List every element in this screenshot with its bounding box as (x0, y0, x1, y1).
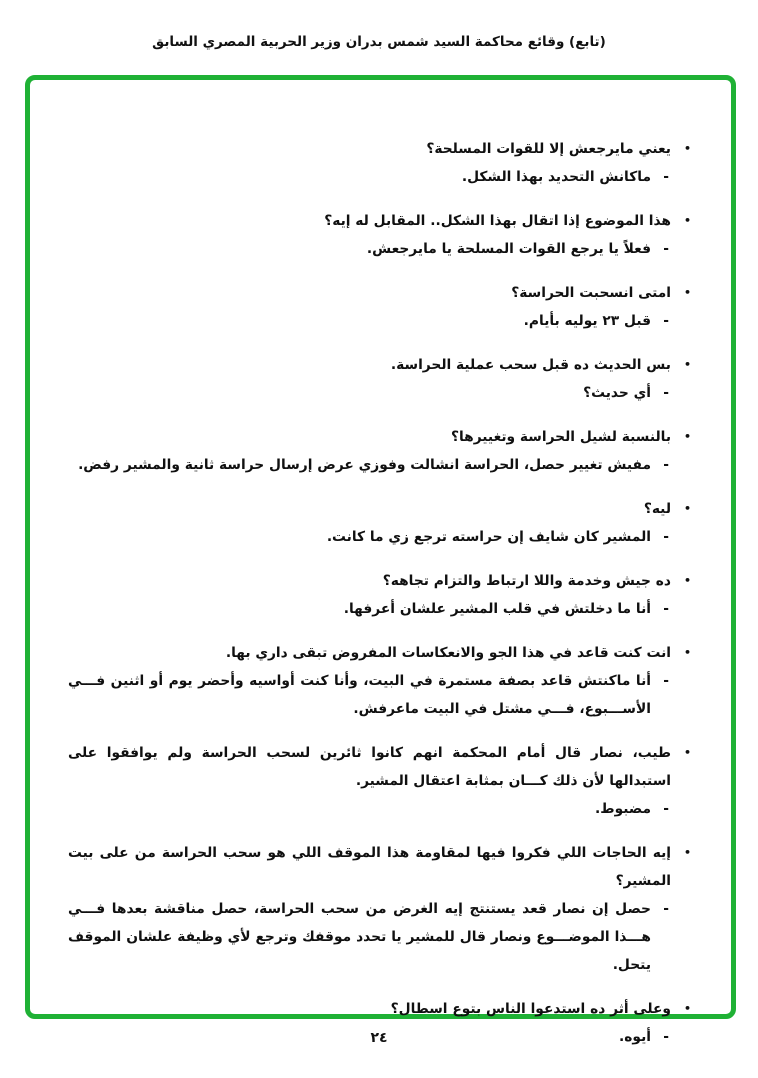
bullet-icon: • (683, 846, 691, 859)
question-row (68, 567, 691, 595)
question-text: يعني مايرجعش إلا للقوات المسلحة؟ (426, 141, 671, 157)
answer-row (68, 667, 691, 723)
answer-row (68, 307, 691, 335)
question-text: انت كنت قاعد في هذا الجو والانعكاسات المفروض تبقى داري بها. (225, 645, 671, 661)
answer-text: أي حديث؟ (583, 385, 651, 401)
question-text: بالنسبة لشيل الحراسة وتغييرها؟ (450, 429, 671, 445)
page-number: ٢٤ (370, 1030, 388, 1046)
answer-text: مضبوط. (595, 801, 651, 817)
answer-text: أنا ما دخلتش في قلب المشير علشان أعرفها. (343, 601, 651, 617)
question-row (68, 135, 691, 163)
question-text: هذا الموضوع إذا اتقال بهذا الشكل.. المقابل له إيه؟ (324, 213, 671, 229)
bullet-icon: • (683, 646, 691, 659)
answer-text: أنا ماكنتش قاعد بصفة مستمرة في البيت، وأنا كنت أواسيه وأحضر يوم أو اثنين فـــي الأســـبوع، فـــي مشتل في البيت ماعرفش. (68, 673, 651, 717)
dash-icon: - (663, 601, 669, 617)
answer-row (68, 523, 691, 551)
answer-text: مفيش تغيير حصل، الحراسة انشالت وفوزي عرض إرسال حراسة ثانية والمشير رفض. (78, 457, 651, 473)
answer-text: المشير كان شايف إن حراسته ترجع زي ما كانت. (326, 529, 651, 545)
question-row (68, 495, 691, 523)
qa-pair (68, 135, 691, 191)
question-row (68, 839, 691, 895)
question-row (68, 207, 691, 235)
qa-pair (68, 351, 691, 407)
dash-icon: - (663, 241, 669, 257)
question-row (68, 279, 691, 307)
qa-pair (68, 839, 691, 979)
dash-icon: - (663, 313, 669, 329)
qa-pair (68, 207, 691, 263)
qa-pair (68, 739, 691, 823)
qa-pair (68, 567, 691, 623)
answer-row (68, 379, 691, 407)
question-row (68, 351, 691, 379)
bullet-icon: • (683, 502, 691, 515)
question-row (68, 995, 691, 1023)
bullet-icon: • (683, 574, 691, 587)
answer-text: حصل إن نصار قعد يستنتج إيه الغرض من سحب الحراسة، حصل مناقشة بعدها فـــي هـــذا الموضـــوع ونصار قال للمشير يا تحدد موقفك وترجع لأي وظيفة علشان الموقف يتحل. (68, 901, 651, 973)
bullet-icon: • (683, 286, 691, 299)
dash-icon: - (663, 801, 669, 817)
answer-text: أيوه. (619, 1029, 651, 1045)
question-text: امتى انسحبت الحراسة؟ (511, 285, 671, 301)
bullet-icon: • (683, 430, 691, 443)
question-text: إيه الحاجات اللي فكروا فيها لمقاومة هذا الموقف اللي هو سحب الحراسة من على بيت المشير؟ (68, 845, 671, 889)
question-row (68, 739, 691, 795)
page-title: (تابع) وقائع محاكمة السيد شمس بدران وزير الحربية المصري السابق (152, 34, 606, 50)
dash-icon: - (663, 385, 669, 401)
qa-pair (68, 279, 691, 335)
question-row (68, 639, 691, 667)
answer-text: فعلاً يا يرجع القوات المسلحة يا مايرجعش. (366, 241, 651, 257)
qa-pair (68, 423, 691, 479)
answer-row (68, 163, 691, 191)
question-text: طيب، نصار قال أمام المحكمة انهم كانوا ثائرين لسحب الحراسة ولم يوافقوا على استبدالها لأن ذلك كـــان بمثابة اعتقال المشير. (68, 745, 671, 789)
bullet-icon: • (683, 214, 691, 227)
question-text: وعلى أثر ده استدعوا الناس بتوع اسطال؟ (390, 1001, 671, 1017)
dash-icon: - (663, 673, 669, 689)
dash-icon: - (663, 457, 669, 473)
bullet-icon: • (683, 1002, 691, 1015)
question-text: بس الحديث ده قبل سحب عملية الحراسة. (390, 357, 671, 373)
bullet-icon: • (683, 746, 691, 759)
answer-row (68, 595, 691, 623)
question-row (68, 423, 691, 451)
answer-row (68, 451, 691, 479)
dash-icon: - (663, 529, 669, 545)
bullet-icon: • (683, 358, 691, 371)
answer-row (68, 795, 691, 823)
dash-icon: - (663, 1029, 669, 1045)
question-text: ده جيش وخدمة واللا ارتباط والتزام تجاهه؟ (382, 573, 671, 589)
dash-icon: - (663, 169, 669, 185)
dash-icon: - (663, 901, 669, 917)
qa-pair (68, 495, 691, 551)
bullet-icon: • (683, 142, 691, 155)
qa-list (30, 80, 731, 1051)
question-text: ليه؟ (643, 501, 671, 517)
answer-text: قبل ٢٣ يوليه بأيام. (523, 313, 651, 329)
qa-pair (68, 639, 691, 723)
answer-row (68, 895, 691, 979)
answer-row (68, 235, 691, 263)
answer-text: ماكانش التحديد بهذا الشكل. (461, 169, 651, 185)
